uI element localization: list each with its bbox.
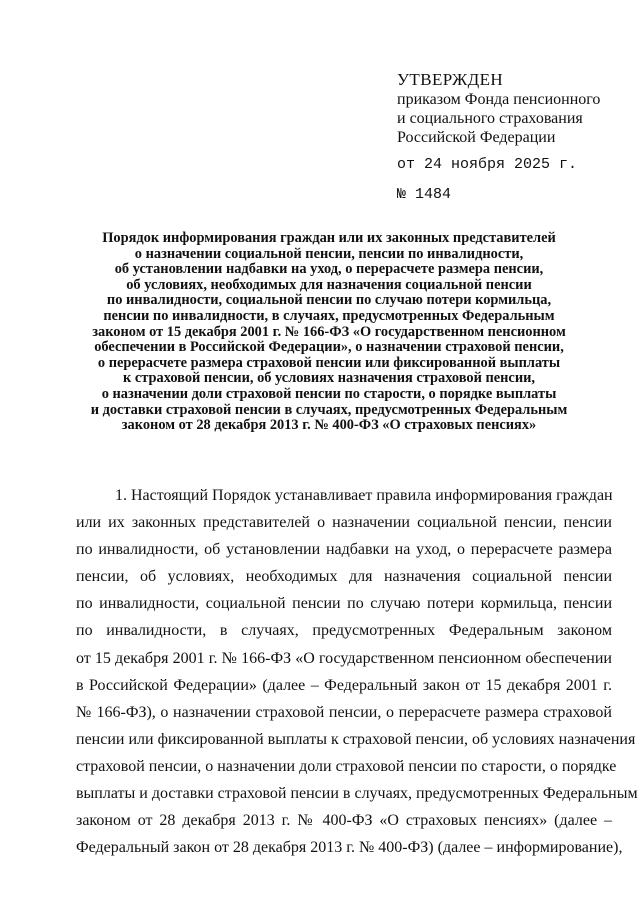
body-line: страховой пенсии, о назначении доли страховой пенсии по старости, о порядке [76,757,617,775]
title-line: законом от 15 декабря 2001 г. № 166-ФЗ «О государственном пенсионном [92,323,566,340]
title-line: о назначении доли страховой пенсии по старости, о порядке выплаты [101,385,557,402]
approval-date: от 24 ноября 2025 г. [397,156,578,173]
body-line: пенсии, об условиях, необходимых для назначения социальной пенсии [76,568,612,586]
body-line: в Российской Федерации» (далее – Федеральный закон от 15 декабря 2001 г. [76,676,612,694]
approval-line: Российской Федерации [397,129,556,146]
body-line: по инвалидности, в случаях, предусмотренных Федеральным законом [76,622,612,640]
title-line: по инвалидности, социальной пенсии по случаю потери кормильца, [106,292,552,309]
approval-number: № 1484 [397,186,452,203]
body-line: по инвалидности, социальной пенсии по случаю потери кормильца, пенсии [76,595,612,613]
title-line: к страховой пенсии, об условиях назначения страховой пенсии, [122,370,536,387]
document-title [60,231,598,434]
title-line: об условиях, необходимых для назначения социальной пенсии [126,276,532,293]
title-line: законом от 28 декабря 2013 г. № 400-ФЗ «О страховых пенсиях» [121,417,537,434]
body-line: законом от 28 декабря 2013 г. № 400-ФЗ «О страховых пенсиях» (далее – [76,812,612,830]
approval-line: приказом Фонда пенсионного [397,91,601,108]
body-line: Федеральный закон от 28 декабря 2013 г. № 400-ФЗ) (далее – информирование), [76,839,623,857]
body-line: или их законных представителей о назначении социальной пенсии, пенсии [76,514,612,532]
approval-block [397,70,627,203]
body-line: пенсии или фиксированной выплаты к страховой пенсии, об условиях назначения [76,730,636,748]
body-paragraph [76,482,638,861]
title-line: и доставки страховой пенсии в случаях, предусмотренных Федеральным [90,401,568,418]
title-line: об установлении надбавки на уход, о перерасчете размера пенсии, [114,261,544,278]
title-line: обеспечении в Российской Федерации», о назначении страховой пенсии, [94,339,564,356]
title-line: Порядок информирования граждан или их законных представителей [102,230,556,246]
title-line: о перерасчете размера страховой пенсии или фиксированной выплаты [97,354,561,371]
body-line: по инвалидности, об установлении надбавки на уход, о перерасчете размера [76,541,612,559]
body-line: 1. Настоящий Порядок устанавливает правила информирования граждан [115,487,613,504]
approval-line: и социального страхования [397,110,583,127]
approval-heading: УТВЕРЖДЕН [397,70,504,89]
title-line: о назначении социальной пенсии, пенсии по инвалидности, [134,245,524,262]
body-line: от 15 декабря 2001 г. № 166-ФЗ «О государственном пенсионном обеспечении [76,649,612,667]
title-line: пенсии по инвалидности, в случаях, предусмотренных Федеральным [103,307,555,324]
body-line: № 166-ФЗ), о назначении страховой пенсии, о перерасчете размера страховой [76,703,612,721]
body-line: выплаты и доставки страховой пенсии в случаях, предусмотренных Федеральным [76,785,638,803]
